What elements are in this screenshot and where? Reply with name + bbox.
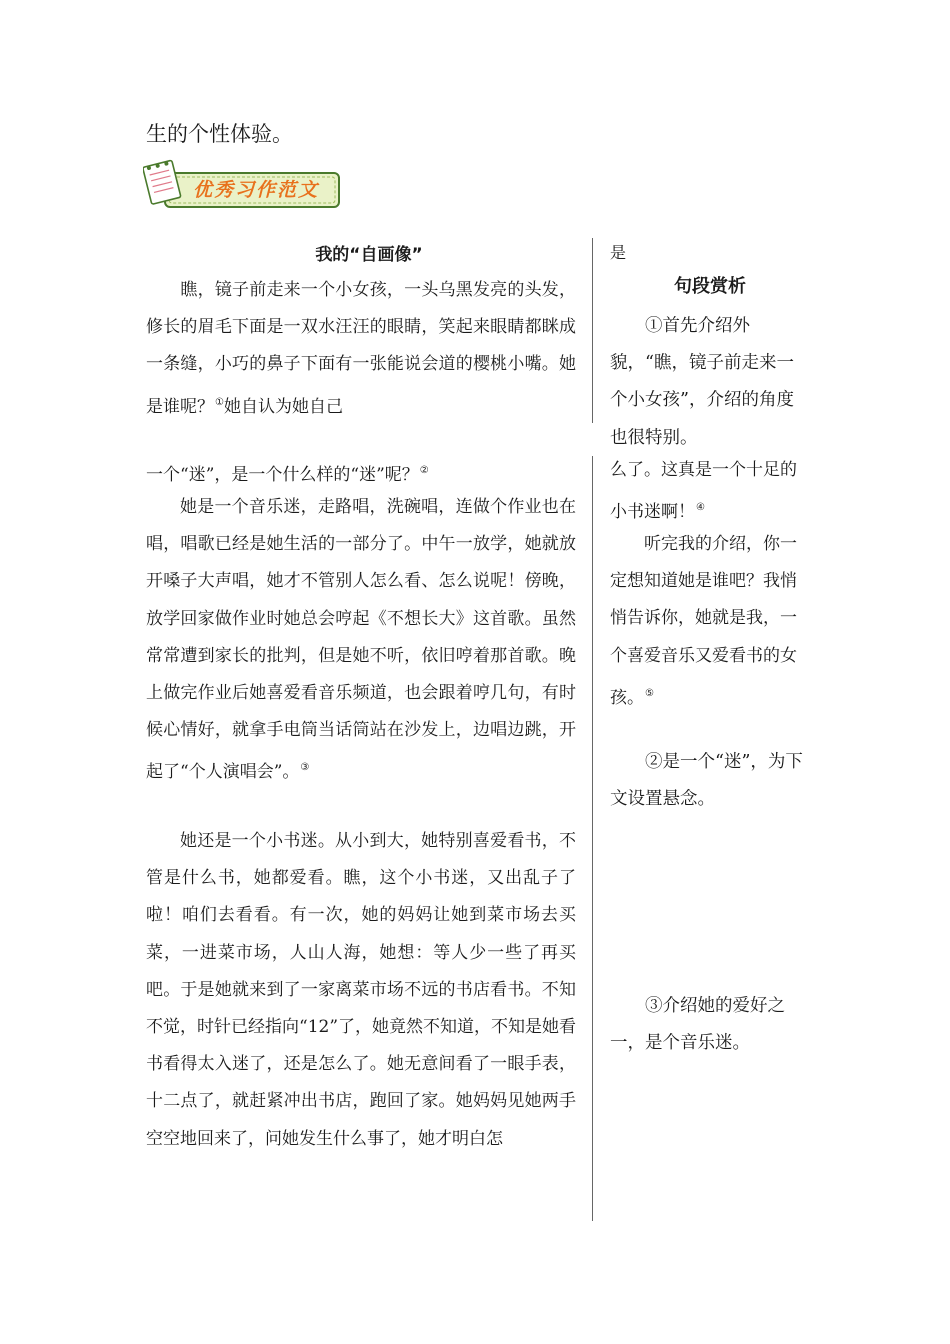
analysis-heading: 句段赏析 <box>674 276 746 297</box>
essay-continuation <box>610 452 810 531</box>
essay-ending-text: 听完我的介绍，你一定想知道她是谁吧？我悄悄告诉你，她就是我，一个喜爱音乐又爱看书的女孩。 <box>610 534 797 708</box>
intro-tail-text: 生的个性体验。 <box>146 122 293 146</box>
analysis-note-2: ②是一个“迷”，为下文设置悬念。 <box>610 752 803 810</box>
column-divider-bottom <box>592 456 593 1221</box>
column-divider-top <box>592 238 593 423</box>
essay-line-2 <box>146 452 576 494</box>
essay-ending <box>610 526 810 717</box>
essay-paragraph-1-text: 瞧，镜子前走来一个小女孩，一头乌黑发亮的头发，修长的眉毛下面是一双水汪汪的眼睛，笑起来眼睛都眯成一条缝，小巧的鼻子下面有一张能说会道的樱桃小嘴。她是谁呢？ <box>146 280 576 417</box>
annotation-mark-1: ① <box>215 396 224 408</box>
analysis-note-1: ①首先介绍外貌，“瞧，镜子前走来一个小女孩”，介绍的角度也很特别。 <box>610 316 794 448</box>
essay-line-2-text: 一个“迷”，是一个什么样的“迷”呢？ <box>146 465 419 485</box>
essay-title: 我的“自画像” <box>315 245 423 265</box>
essay-paragraph-1-tail: 她自认为她自己 <box>223 396 343 417</box>
essay-continuation-text: 么了。这真是一个十足的小书迷啊！ <box>610 460 797 523</box>
essay-paragraph-music-text: 她是一个音乐迷，走路唱，洗碗唱，连做个作业也在唱，唱歌已经是她生活的一部分了。中午一放学，她就放开嗓子大声唱，她才不管别人怎么看、怎么说呢！傍晚，放学回家做作业时她总会哼起《不想长大》这首歌。虽然常常遭到家长的批判，但是她不听，依旧哼着那首歌。晚上做完作业后她喜爱看音乐频道，也会跟着哼几句，有时候心情好，就拿手电筒当话筒站在沙发上，边唱边跳，开起了“个人演唱会”。 <box>146 497 576 783</box>
banner-label: 优秀习作范文 <box>192 179 319 201</box>
annotation-mark-3: ③ <box>300 762 310 774</box>
analysis-note-3: ③介绍她的爱好之一，是个音乐迷。 <box>610 996 785 1054</box>
essay-paragraph-music <box>146 489 576 792</box>
section-banner <box>143 157 343 213</box>
essay-paragraph-books: 她还是一个小书迷。从小到大，她特别喜爱看书，不管是什么书，她都爱看。瞧，这个小书迷，又出乱子了啦！咱们去看看。有一次，她的妈妈让她到菜市场去买菜，一进菜市场，人山人海，她想：等人少一些了再买吧。于是她就来到了一家离菜市场不远的书店看书。不知不觉，时针已经指向“12”了，她竟然不知道，不知是她看书看得太入迷了，还是怎么了。她无意间看了一眼手表，十二点了，就赶紧冲出书店，跑回了家。她妈妈见她两手空空地回来了，问她发生什么事了，她才明白怎 <box>146 831 577 1149</box>
right-top-word: 是 <box>610 243 627 262</box>
annotation-mark-4: ④ <box>696 502 705 514</box>
annotation-mark-5: ⑤ <box>645 687 654 699</box>
essay-paragraph-1 <box>146 272 576 426</box>
annotation-mark-2: ② <box>419 465 429 476</box>
